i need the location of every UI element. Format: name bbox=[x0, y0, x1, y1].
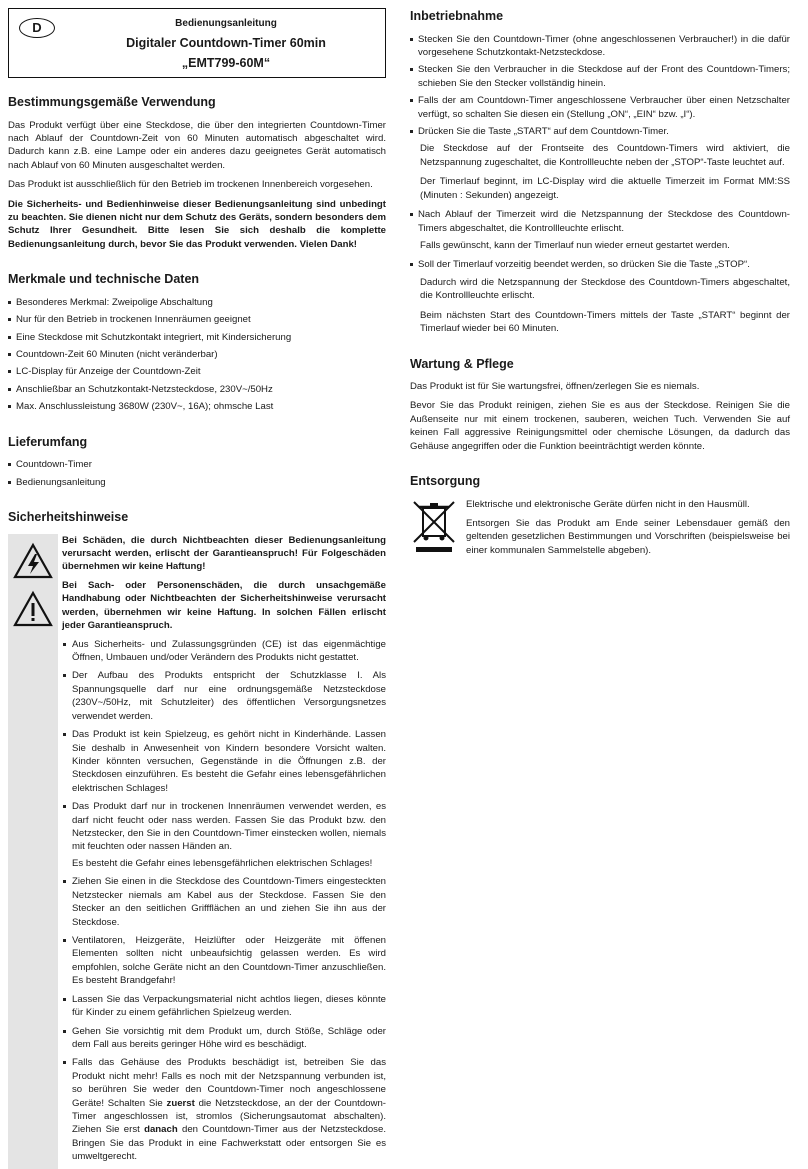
list-item: Ziehen Sie einen in die Steckdose des Countdown-Timers eingesteckten Netzstecker niemals am Kabel aus der Steckdose. Fassen Sie den Stecker an den seitlichen Griffflächen an und ziehen Sie ihn aus der Steckdose. bbox=[62, 875, 386, 929]
paragraph: Dadurch wird die Netzspannung der Steckdose des Countdown-Timers abgeschaltet, die Kontrollleuchte erlischt. bbox=[420, 276, 790, 302]
list-item: Lassen Sie das Verpackungsmaterial nicht achtlos liegen, dieses könnte für Kinder zu einem gefährlichen Spielzeug werden. bbox=[62, 993, 386, 1020]
electric-shock-warning-icon bbox=[12, 542, 54, 580]
list-item: Soll der Timerlauf vorzeitig beendet werden, so drücken Sie die Taste „STOP“. bbox=[410, 258, 790, 271]
section-usage bbox=[8, 94, 386, 251]
paragraph: Das Produkt ist für Sie wartungsfrei, öffnen/zerlegen Sie es niemals. bbox=[410, 381, 700, 393]
weee-crossed-bin-icon bbox=[410, 498, 458, 554]
warning-text: Bei Schäden, die durch Nichtbeachten dieser Bedienungsanleitung verursacht werden, erlischt der Garantieanspruch! Für Folgeschäden übernehmen wir keine Haftung! bbox=[62, 534, 386, 573]
paragraph: Elektrische und elektronische Geräte dürfen nicht in den Hausmüll. bbox=[466, 498, 750, 510]
delivery-list bbox=[8, 458, 386, 489]
list-item: Countdown-Zeit 60 Minuten (nicht veränderbar) bbox=[8, 348, 386, 361]
safety-list bbox=[62, 638, 386, 854]
product-title: Digitaler Countdown-Timer 60min bbox=[126, 36, 326, 50]
list-item: Aus Sicherheits- und Zulassungsgründen (CE) ist das eigenmächtige Öffnen, Umbauen und/oder Verändern des Produkts nicht gestattet. bbox=[62, 638, 386, 665]
section-maintenance bbox=[410, 356, 790, 454]
paragraph: Das Produkt verfügt über eine Steckdose, die über den integrierten Countdown-Timer nach Ablauf der Countdown-Zeit von 60 Minuten automatisch abgeschaltet wird. Dadurch kann z.B. eine Lampe oder ein anderes dazu geeignetes Gerät automatisch nach Ablauf von 60 Minuten ausgeschaltet werden. bbox=[8, 119, 386, 171]
warning-icons-panel bbox=[8, 534, 58, 1169]
list-item: Das Produkt darf nur in trockenen Innenräumen verwendet werden, es darf nicht feucht oder nass werden. Fassen Sie das Produkt bzw. den Netzstecker, den Sie in den Countdown-Timer einstecken wollen, niemals mit feuchten oder nassen Händen an. bbox=[62, 800, 386, 854]
section-delivery bbox=[8, 434, 386, 489]
paragraph: Die Steckdose auf der Frontseite des Countdown-Timers wird aktiviert, die Netzspannung zugeschaltet, die Kontrollleuchte neben der „STOP“-Taste leuchtet auf. bbox=[420, 143, 790, 168]
list-item: Das Produkt ist kein Spielzeug, es gehört nicht in Kinderhände. Lassen Sie deshalb in Anwesenheit von Kindern besondere Vorsicht walten. Kinder könnten versuchen, Gegenstände in die Öffnungen z.B. der Steckdosen einzuführen. Es besteht die Gefahr eines lebensgefährlichen elektrischen Schlages! bbox=[62, 728, 386, 795]
section-safety bbox=[8, 509, 386, 1169]
section-features bbox=[8, 271, 386, 413]
heading-delivery: Lieferumfang bbox=[8, 434, 88, 449]
exclamation-warning-icon bbox=[12, 590, 54, 628]
list-item: Anschließbar an Schutzkontakt-Netzsteckdose, 230V~/50Hz bbox=[8, 383, 386, 396]
paragraph: Falls gewünscht, kann der Timerlauf nun wieder erneut gestartet werden. bbox=[420, 239, 730, 251]
list-item: Der Aufbau des Produkts entspricht der Schutzklasse I. Als Spannungsquelle darf nur eine ordnungsgemäße Netzsteckdose (230V~/50Hz, mit Schutzleiter) des öffentlichen Versorgungsnetzes verwendet werden. bbox=[62, 669, 386, 723]
operation-list bbox=[410, 33, 790, 139]
left-column bbox=[8, 8, 386, 1169]
paragraph: Bevor Sie das Produkt reinigen, ziehen Sie es aus der Steckdose. Reinigen Sie die Außenseite nur mit einem trockenen, sauberen, weichen Tuch. Verwenden Sie auf keinen Fall aggressive Reinigungsmittel oder chemische Lösungen, da dadurch das Gehäuse angegriffen oder die Funktion beeinträchtigt werden könnte. bbox=[410, 400, 790, 452]
list-item: Gehen Sie vorsichtig mit dem Produkt um, durch Stöße, Schläge oder dem Fall aus bereits geringer Höhe wird es beschädigt. bbox=[62, 1025, 386, 1052]
paragraph: Das Produkt ist ausschließlich für den Betrieb im trockenen Innenbereich vorgesehen. bbox=[8, 179, 373, 191]
paragraph: Beim nächsten Start des Countdown-Timers mittels der Taste „START“ beginnt der Timerlauf wieder bei 60 Minuten. bbox=[420, 309, 790, 335]
paragraph-bold: Die Sicherheits- und Bedienhinweise dieser Bedienungsanleitung sind unbedingt zu beachten. Sie dienen nicht nur dem Schutz des Geräts, sondern besonders dem Schutz Ihrer Gesundheit. Bitte lesen Sie sich deshalb die komplette Bedienungsanleitung durch, bevor Sie das Produkt verwenden. Vielen Dank! bbox=[8, 198, 386, 250]
heading-maintenance: Wartung & Pflege bbox=[410, 356, 514, 371]
list-item: Nach Ablauf der Timerzeit wird die Netzspannung der Steckdose des Countdown-Timers abgeschaltet, die Kontrollleuchte erlischt. bbox=[410, 208, 790, 235]
list-item: Drücken Sie die Taste „START“ auf dem Countdown-Timer. bbox=[410, 125, 790, 138]
list-item: Falls der am Countdown-Timer angeschlossene Verbraucher über einen Netzschalter verfügt, so schalten Sie diesen ein (Stellung „ON“, „EIN“ bzw. „I“). bbox=[410, 94, 790, 121]
right-column bbox=[410, 8, 790, 583]
list-item: Stecken Sie den Verbraucher in die Steckdose auf der Front des Countdown-Timers; schieben Sie den Stecker vollständig hinein. bbox=[410, 63, 790, 90]
list-item: Besonderes Merkmal: Zweipolige Abschaltung bbox=[8, 296, 386, 309]
heading-operation: Inbetriebnahme bbox=[410, 9, 504, 23]
heading-usage: Bestimmungsgemäße Verwendung bbox=[8, 95, 216, 109]
list-item: Nur für den Betrieb in trockenen Innenräumen geeignet bbox=[8, 313, 386, 326]
section-disposal bbox=[410, 473, 790, 563]
list-item: Ventilatoren, Heizgeräte, Heizlüfter oder Heizgeräte mit öffenen Elementen sollten nicht unbeaufsichtig gelassen werden. Es wird empfohlen, solche Geräte nicht an den Countdown-Timer anzuschließen. Es besteht Brandgefahr! bbox=[62, 934, 386, 988]
list-item: Stecken Sie den Countdown-Timer (ohne angeschlossenen Verbraucher!) in die dafür vorgesehene Schutzkontakt-Netzsteckdose. bbox=[410, 33, 790, 60]
list-item: Bedienungsanleitung bbox=[8, 476, 386, 489]
safety-list-2 bbox=[62, 875, 386, 1163]
paragraph: Es besteht die Gefahr eines lebensgefährlichen elektrischen Schlages! bbox=[72, 857, 373, 869]
feature-list bbox=[8, 296, 386, 414]
warning-text: Bei Sach- oder Personenschäden, die durch unsachgemäße Handhabung oder Nichtbeachten der Sicherheitshinweise verursacht werden, übernehmen wir keine Haftung. In solchen Fällen erlischt jeder Garantieanspruch. bbox=[62, 579, 386, 632]
list-item: LC-Display für Anzeige der Countdown-Zeit bbox=[8, 365, 386, 378]
heading-disposal: Entsorgung bbox=[410, 474, 481, 489]
list-item: Eine Steckdose mit Schutzkontakt integriert, mit Kindersicherung bbox=[8, 331, 386, 344]
list-item: Max. Anschlussleistung 3680W (230V~, 16A); ohmsche Last bbox=[8, 400, 386, 413]
list-item: Falls das Gehäuse des Produkts beschädigt ist, betreiben Sie das Produkt nicht mehr! Falls es noch mit der Netzspannung verbunden ist, so berühren Sie weder den Countdown-Timer noch angeschlossene Geräte! Schalten Sie zuerst die Netzsteckdose, an der der Countdown-Timer angeschlossen ist, stromlos (Sicherungsautomat abschalten). Ziehen Sie erst danach den Countdown-Timer aus der Netzsteckdose. Bringen Sie das Produkt in eine Fachwerkstatt oder entsorgen Sie es umweltgerecht. bbox=[62, 1056, 386, 1163]
section-operation bbox=[410, 8, 790, 336]
heading-features: Merkmale und technische Daten bbox=[8, 272, 200, 287]
title-box bbox=[8, 8, 386, 78]
product-model: „EMT799-60M“ bbox=[181, 55, 271, 70]
paragraph: Entsorgen Sie das Produkt am Ende seiner Lebensdauer gemäß den geltenden gesetzlichen Bestimmungen und Vorschriften (beispielsweise bei einer kommunalen Sammelstelle abgeben). bbox=[466, 518, 790, 556]
doc-type: Bedienungsanleitung bbox=[175, 18, 277, 29]
language-badge: D bbox=[19, 18, 55, 38]
list-item: Countdown-Timer bbox=[8, 458, 386, 471]
heading-safety: Sicherheitshinweise bbox=[8, 510, 129, 525]
paragraph: Der Timerlauf beginnt, im LC-Display wird die aktuelle Timerzeit im Format MM:SS (Minuten : Sekunden) angezeigt. bbox=[420, 176, 790, 201]
